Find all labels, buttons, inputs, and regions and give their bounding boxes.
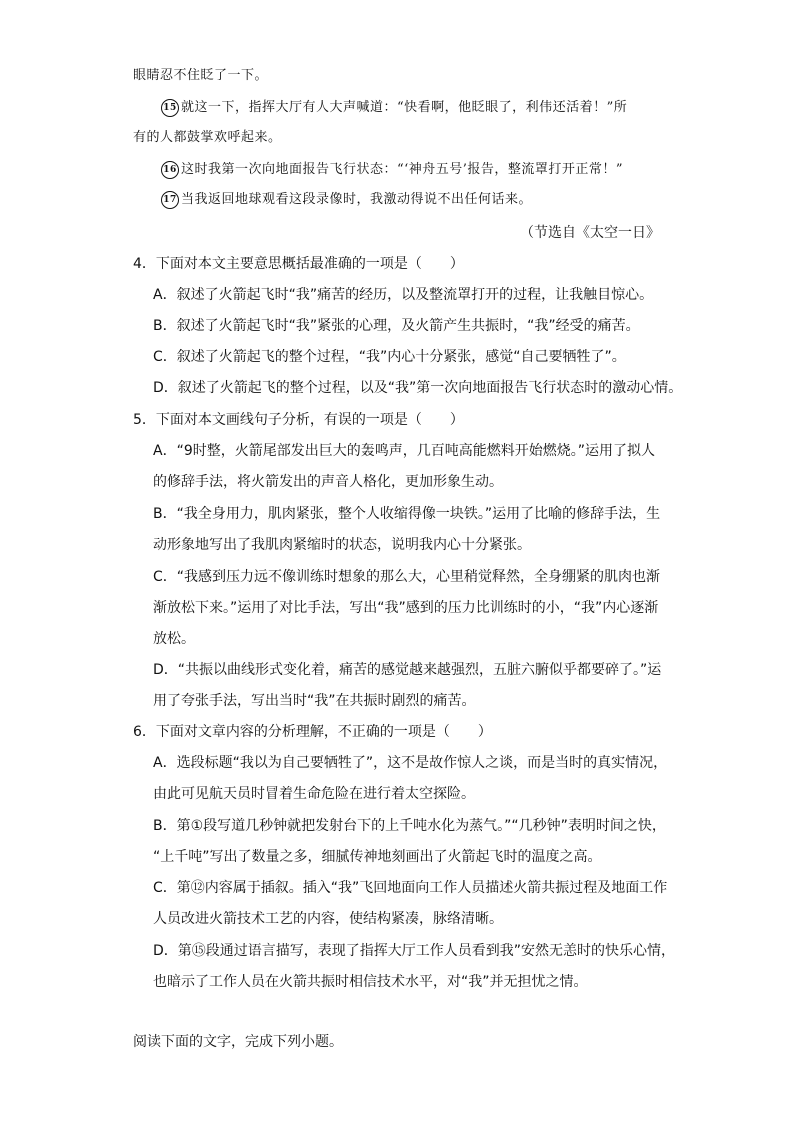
question-5-option-a: A．“9时整，火箭尾部发出巨大的轰鸣声，几百吨高能燃料开始燃烧。”运用了拟人 [153,443,655,459]
question-6-option-b-cont: “上千吨”写出了数量之多，细腻传神地刻画出了火箭起飞时的温度之高。 [153,849,602,865]
paragraph-number-15: 15 [161,99,179,117]
question-5-option-b: B．“我全身用力，肌肉紧张，整个人收缩得像一块铁。”运用了比喻的修辞手法，生 [153,506,661,522]
question-6-option-a-cont: 由此可见航天员时冒着生命危险在进行着太空探险。 [153,786,475,802]
question-4-option-a: A．叙述了火箭起飞时“我”痛苦的经历，以及整流罩打开的过程，让我触目惊心。 [153,287,654,303]
question-4-option-d: D．叙述了火箭起飞的整个过程，以及“我”第一次向地面报告飞行状态时的激动心情。 [153,380,683,396]
question-5-option-c-cont: 渐放松下来。”运用了对比手法，写出“我”感到的压力比训练时的小，“我”内心逐渐 [153,600,659,616]
paragraph-number-17: 17 [161,191,179,209]
question-5-option-c: C．“我感到压力远不像训练时想象的那么大，心里稍觉释然，全身绷紧的肌肉也渐 [153,569,661,585]
question-5-stem: 5．下面对本文画线句子分析，有误的一项是（ ） [133,412,464,428]
question-5-option-a-cont: 的修辞手法，将火箭发出的声音人格化，更加形象生动。 [153,474,503,490]
question-4-stem: 4．下面对本文主要意思概括最准确的一项是（ ） [133,256,464,272]
paragraph-15 [161,98,627,118]
question-5-option-d: D．“共振以曲线形式变化着，痛苦的感觉越来越强烈，五脏六腑似乎都要碎了。”运 [153,662,662,678]
question-5-option-b-cont: 动形象地写出了我肌肉紧缩时的状态，说明我内心十分紧张。 [153,537,531,553]
source-note: （节选自《太空一日》 [520,225,660,241]
question-4-option-b: B．叙述了火箭起飞时“我”紧张的心理，及火箭产生共振时，“我”经受的痛苦。 [153,318,640,334]
question-6-option-d: D．第⑮段通过语言描写，表现了指挥大厅工作人员看到我”安然无恙时的快乐心情， [153,943,676,959]
passage-line-1: 眼睛忍不住眨了一下。 [133,68,269,83]
paragraph-number-16: 16 [161,161,179,179]
paragraph-15-text-a: 就这一下，指挥大厅有人大声喊道：“快看啊，他眨眼了，利伟还活着！”所 [181,100,628,115]
paragraph-17-text: 当我返回地球观看这段录像时，我激动得说不出任何话来。 [181,192,533,207]
question-6-option-c: C．第⑫内容属于插叙。插入“我”飞回地面向工作人员描述火箭共振过程及地面工作 [153,880,668,896]
reading-instruction: 阅读下面的文字，完成下列小题。 [133,1034,343,1050]
paragraph-15-cont: 有的人都鼓掌欢呼起来。 [133,130,282,145]
question-4-option-c: C．叙述了火箭起飞的整个过程，“我”内心十分紧张，感觉“自己要牺牲了”。 [153,349,626,365]
paragraph-16-text: 这时我第一次向地面报告飞行状态：“‘神舟五号’报告，整流罩打开正常！” [181,162,624,177]
question-5-option-d-cont: 用了夸张手法，写出当时“我”在共振时剧烈的痛苦。 [153,693,476,709]
question-6-option-a: A．选段标题“我以为自己要牺牲了”，这不是故作惊人之谈，而是当时的真实情况， [153,755,668,771]
question-6-option-b: B．第①段写道几秒钟就把发射台下的上千吨水化为蒸气。”“几秒钟”表明时间之快， [153,818,666,834]
question-6-option-d-cont: 也暗示了工作人员在火箭共振时相信技术水平，对“我”并无担忧之情。 [153,974,588,990]
question-6-stem: 6．下面对文章内容的分析理解，不正确的一项是（ ） [133,724,492,740]
paragraph-16 [161,160,623,180]
question-6-option-c-cont: 人员改进火箭技术工艺的内容，使结构紧凑，脉络清晰。 [153,911,503,927]
question-5-option-c-cont2: 放松。 [153,631,195,647]
paragraph-17 [161,190,532,210]
